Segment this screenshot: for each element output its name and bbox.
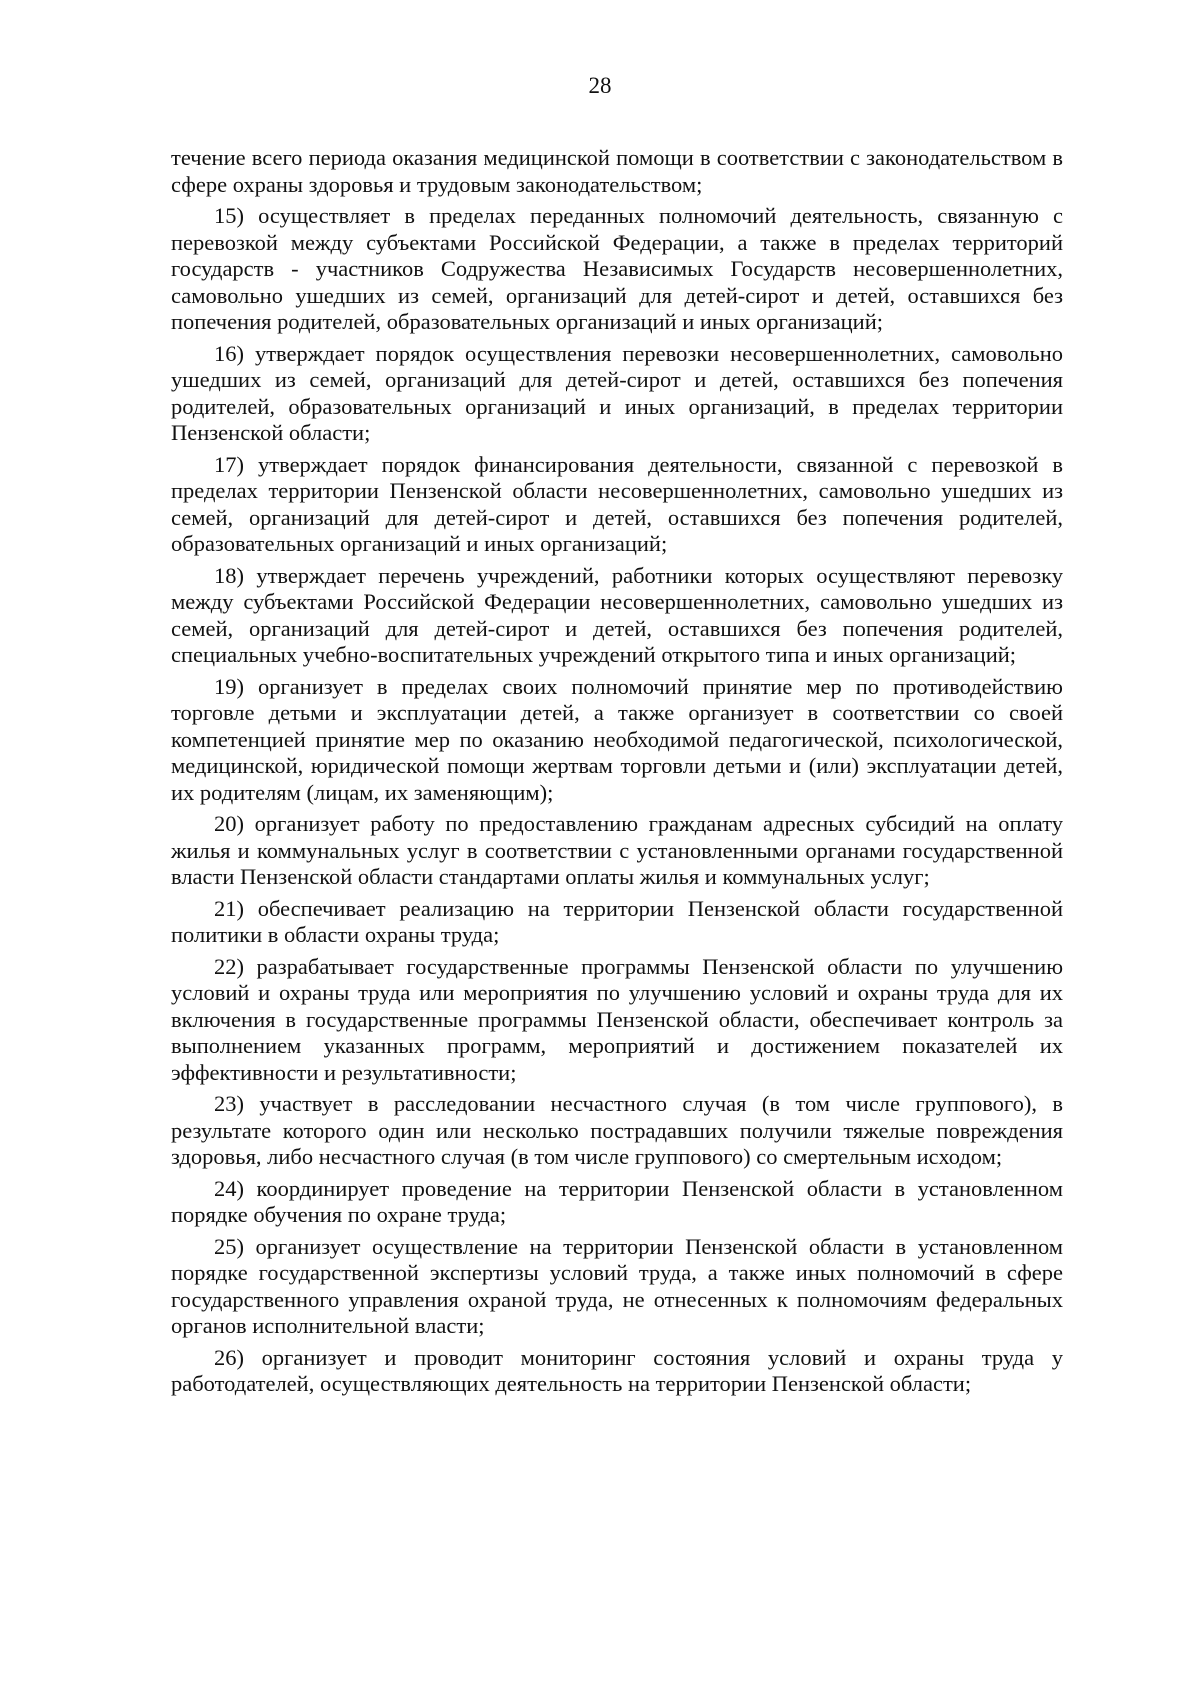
paragraph: 15) осуществляет в пределах переданных полномочий деятельность, связанную с перевозкой между субъектами Российской Федерации, а также в пределах территорий государств - участников Содружества Независимых Государств несовершеннолетних, самовольно ушедших из семей, организаций для детей-сирот и детей, оставшихся без попечения родителей, образовательных организаций и иных организаций; [171, 203, 1063, 334]
paragraph: 22) разрабатывает государственные программы Пензенской области по улучшению условий и охраны труда или мероприятия по улучшению условий и охраны труда для их включения в государственные программы Пензенской области, обеспечивает контроль за выполнением указанных программ, мероприятий и достижением показателей их эффективности и результативности; [171, 953, 1063, 1085]
paragraph: 26) организует и проводит мониторинг состояния условий и охраны труда у работодателей, осуществляющих деятельность на территории Пензенской области; [171, 1344, 1063, 1396]
paragraph: 17) утверждает порядок финансирования деятельности, связанной с перевозкой в пределах территории Пензенской области несовершеннолетних, самовольно ушедших из семей, организаций для детей-сирот и детей, оставшихся без попечения родителей, образовательных организаций и иных организаций; [171, 451, 1063, 556]
paragraph: 16) утверждает порядок осуществления перевозки несовершеннолетних, самовольно ушедших из семей, организаций для детей-сирот и детей, оставшихся без попечения родителей, образовательных организаций и иных организаций, в пределах территории Пензенской области; [171, 340, 1063, 445]
paragraph: 25) организует осуществление на территории Пензенской области в установленном порядке государственной экспертизы условий труда, а также иных полномочий в сфере государственного управления охраной труда, не отнесенных к полномочиям федеральных органов исполнительной власти; [171, 1233, 1063, 1338]
paragraph: 21) обеспечивает реализацию на территории Пензенской области государственной политики в области охраны труда; [171, 895, 1063, 947]
paragraph: 23) участвует в расследовании несчастного случая (в том числе группового), в результате которого один или несколько пострадавших получили тяжелые повреждения здоровья, либо несчастного случая (в том числе группового) со смертельным исходом; [171, 1091, 1063, 1169]
paragraph: 19) организует в пределах своих полномочий принятие мер по противодействию торговле детьми и эксплуатации детей, а также организует в соответствии со своей компетенцией принятие мер по оказанию необходимой педагогической, психологической, медицинской, юридической помощи жертвам торговли детьми и (или) эксплуатации детей, их родителям (лицам, их заменяющим); [171, 673, 1063, 805]
paragraph: 24) координирует проведение на территории Пензенской области в установленном порядке обучения по охране труда; [171, 1175, 1063, 1227]
paragraph: 18) утверждает перечень учреждений, работники которых осуществляют перевозку между субъектами Российской Федерации несовершеннолетних, самовольно ушедших из семей, организаций для детей-сирот и детей, оставшихся без попечения родителей, специальных учебно-воспитательных учреждений открытого типа и иных организаций; [171, 562, 1063, 667]
paragraph: 20) организует работу по предоставлению гражданам адресных субсидий на оплату жилья и коммунальных услуг в соответствии с установленными органами государственной власти Пензенской области стандартами оплаты жилья и коммунальных услуг; [171, 811, 1063, 889]
body-text [171, 145, 1063, 1403]
paragraph: течение всего периода оказания медицинской помощи в соответствии с законодательством в сфере охраны здоровья и трудовым законодательством; [171, 145, 1063, 197]
page-number: 28 [588, 73, 612, 98]
